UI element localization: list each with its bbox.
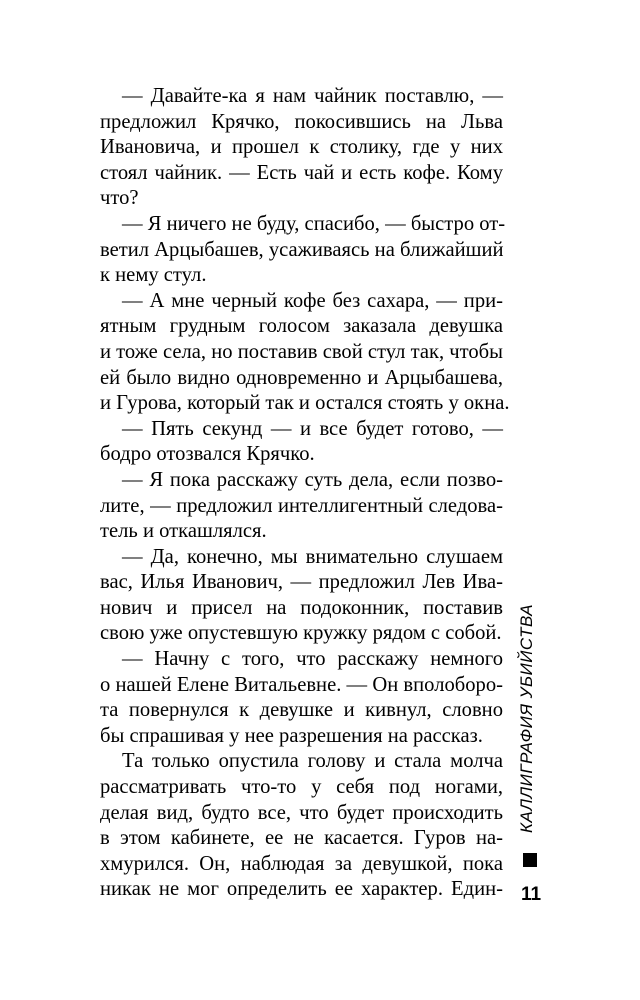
text-line: ветил Арцыбашев, усаживаясь на ближайший [100, 238, 504, 261]
page-number: 11 [520, 884, 542, 905]
text-line: стоял чайник. — Есть чай и есть кофе. Кому [100, 161, 503, 184]
text-line: свою уже опустевшую кружку рядом с собой. [100, 622, 502, 645]
text-line: ятным грудным голосом заказала девушка [100, 315, 503, 338]
text-line: и Гурова, который так и остался стоять у окна. [100, 392, 510, 415]
text-line: — Да, конечно, мы внимательно слушаем [122, 545, 503, 568]
text-line: лите, — предложил интеллигентный следова- [100, 494, 503, 517]
text-line: тель и откашлялся. [100, 520, 267, 543]
text-line: — Я ничего не буду, спасибо, — быстро от- [122, 212, 506, 235]
text-line: и тоже села, но поставив свой стул так, чтобы [100, 340, 503, 363]
text-line: Ивановича, и прошел к столику, где у них [100, 136, 503, 159]
text-line: — Начну с того, что расскажу немного [122, 648, 503, 671]
running-title: КАЛЛИГРАФИЯ УБИЙСТВА [517, 603, 536, 833]
text-line: — Пять секунд — и все будет готово, — [122, 417, 503, 440]
text-line: к нему стул. [100, 264, 207, 287]
text-line: бы спрашивая у нее разрешения на рассказ. [100, 724, 483, 747]
text-line: никак не мог определить ее характер. Един- [100, 878, 503, 901]
text-line: делая вид, будто все, что будет происходить [100, 801, 503, 824]
text-line: та повернулся к девушке и кивнул, словно [100, 699, 503, 722]
text-line: в этом кабинете, ее не касается. Гуров на- [100, 827, 503, 850]
text-line: рассматривать что-то у себя под ногами, [100, 776, 503, 799]
text-line: ей было видно одновременно и Арцыбашева, [100, 366, 503, 389]
text-line: бодро отозвался Крячко. [100, 443, 315, 466]
section-marker-square [523, 853, 537, 867]
text-line: предложил Крячко, покосившись на Льва [100, 110, 503, 133]
text-line: Та только опустила голову и стала молча [122, 750, 503, 773]
text-line: вас, Илья Иванович, — предложил Лев Ива- [100, 571, 503, 594]
text-line: — Давайте-ка я нам чайник поставлю, — [122, 85, 503, 107]
body-text [100, 84, 510, 903]
text-line: — А мне черный кофе без сахара, — при- [122, 289, 503, 312]
text-line: хмурился. Он, наблюдая за девушкой, пока [100, 852, 503, 875]
text-line: что? [100, 187, 139, 210]
text-line: нович и присел на подоконник, поставив [100, 596, 503, 619]
text-line: о нашей Елене Витальевне. — Он вполоборо- [100, 673, 503, 696]
text-line: — Я пока расскажу суть дела, если позво- [122, 468, 503, 491]
